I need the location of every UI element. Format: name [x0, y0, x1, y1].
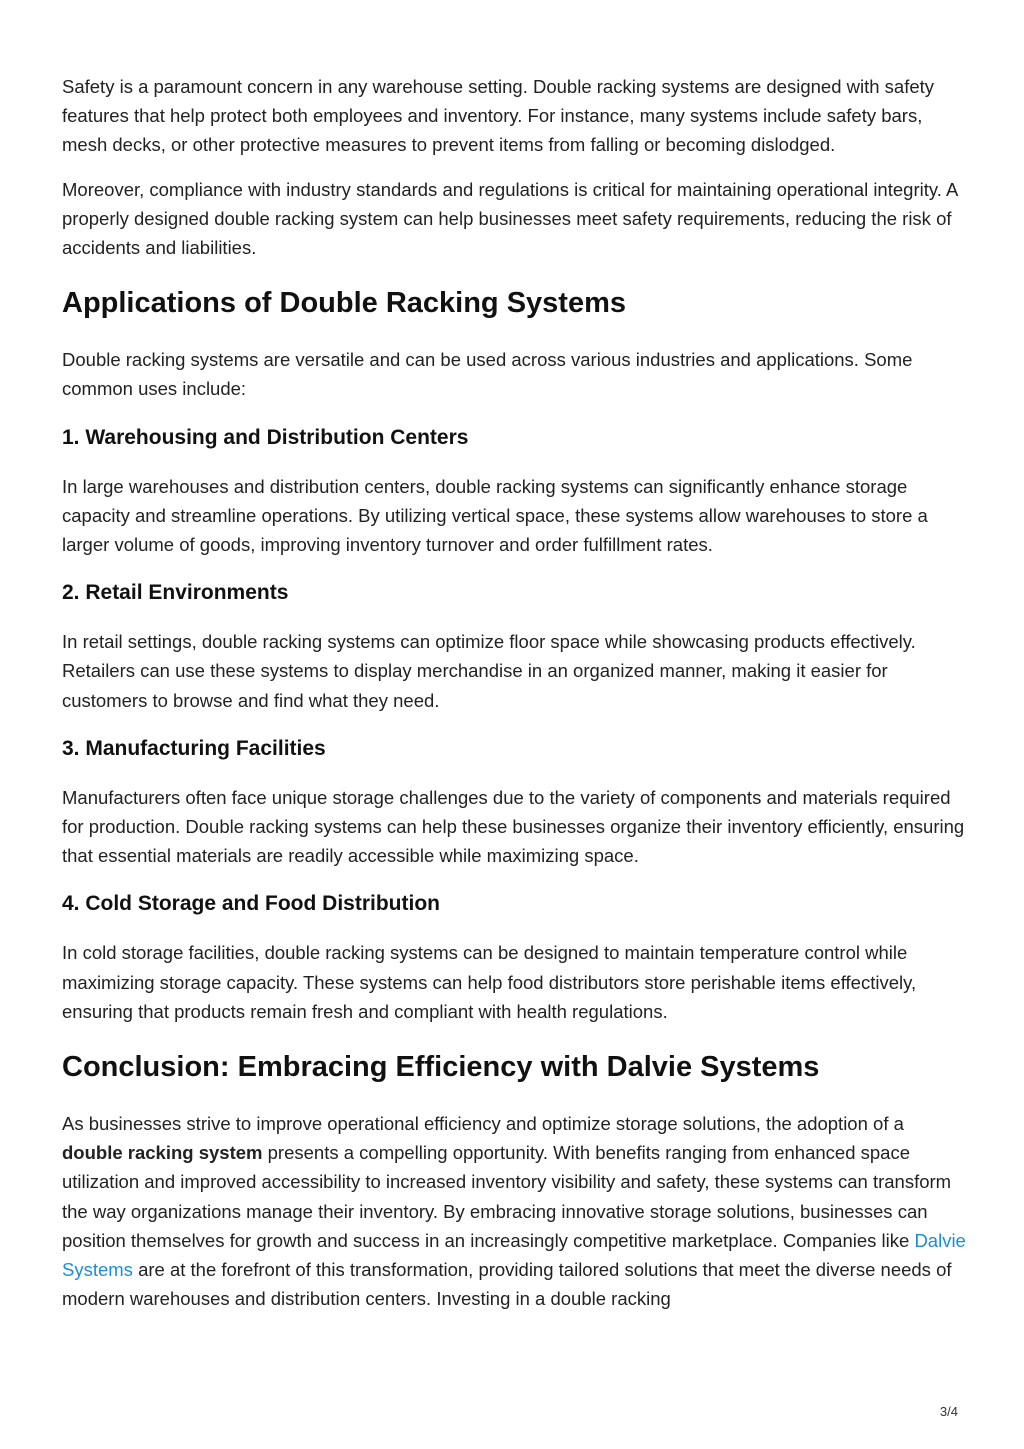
- retail-heading: 2. Retail Environments: [62, 581, 289, 605]
- conclusion-text-middle: presents a compelling opportunity. With benefits ranging from enhanced space utilization and improved accessibility to increased inventory visibility and safety, these systems can transform the way organizations manage their inventory. By embracing innovative storage solutions, businesses can position themselves for growth and success in an increasingly competitive marketplace. Companies like: [62, 1142, 952, 1251]
- dalvie-systems-link[interactable]: Dalvie Systems: [62, 1229, 966, 1281]
- document-page: [62, 72, 966, 1328]
- warehousing-paragraph: In large warehouses and distribution centers, double racking systems can significantly enhance storage capacity and streamline operations. By utilizing vertical space, these systems allow warehouses to store a larger volume of goods, improving inventory turnover and order fulfillment rates.: [62, 475, 928, 556]
- manufacturing-heading: 3. Manufacturing Facilities: [62, 736, 326, 760]
- compliance-paragraph: Moreover, compliance with industry standards and regulations is critical for maintaining operational integrity. A properly designed double racking system can help businesses meet safety requirements, reducing the risk of accidents and liabilities.: [62, 178, 958, 259]
- applications-heading: Applications of Double Racking Systems: [62, 287, 626, 320]
- page-number: 3/4: [939, 1404, 958, 1419]
- retail-paragraph: In retail settings, double racking systems can optimize floor space while showcasing products effectively. Retailers can use these systems to display merchandise in an organized manner, making it easier for customers to browse and find what they need.: [62, 631, 916, 711]
- safety-paragraph: Safety is a paramount concern in any warehouse setting. Double racking systems are designed with safety features that help protect both employees and inventory. For instance, many systems include safety bars, mesh decks, or other protective measures to prevent items from falling or becoming dislodged.: [62, 76, 935, 156]
- bold-keyword: double racking system: [62, 1142, 263, 1164]
- conclusion-heading: Conclusion: Embracing Efficiency with Dalvie Systems: [62, 1051, 820, 1084]
- conclusion-paragraph: [62, 1109, 966, 1313]
- applications-intro: Double racking systems are versatile and can be used across various industries and applications. Some common uses include:: [62, 349, 913, 400]
- warehousing-heading: 1. Warehousing and Distribution Centers: [62, 425, 469, 449]
- cold-storage-paragraph: In cold storage facilities, double racking systems can be designed to maintain temperature control while maximizing storage capacity. These systems can help food distributors store perishable items effectively, ensuring that products remain fresh and compliant with health regulations.: [62, 942, 917, 1022]
- cold-storage-heading: 4. Cold Storage and Food Distribution: [62, 892, 440, 916]
- conclusion-text-end: are at the forefront of this transformation, providing tailored solutions that meet the diverse needs of modern warehouses and distribution centers. Investing in a double racking: [62, 1259, 952, 1310]
- manufacturing-paragraph: Manufacturers often face unique storage challenges due to the variety of components and materials required for production. Double racking systems can help these businesses organize their inventory efficiently, ensuring that essential materials are readily accessible while maximizing space.: [62, 786, 965, 867]
- conclusion-text-start: As businesses strive to improve operational efficiency and optimize storage solutions, the adoption of a: [62, 1113, 904, 1135]
